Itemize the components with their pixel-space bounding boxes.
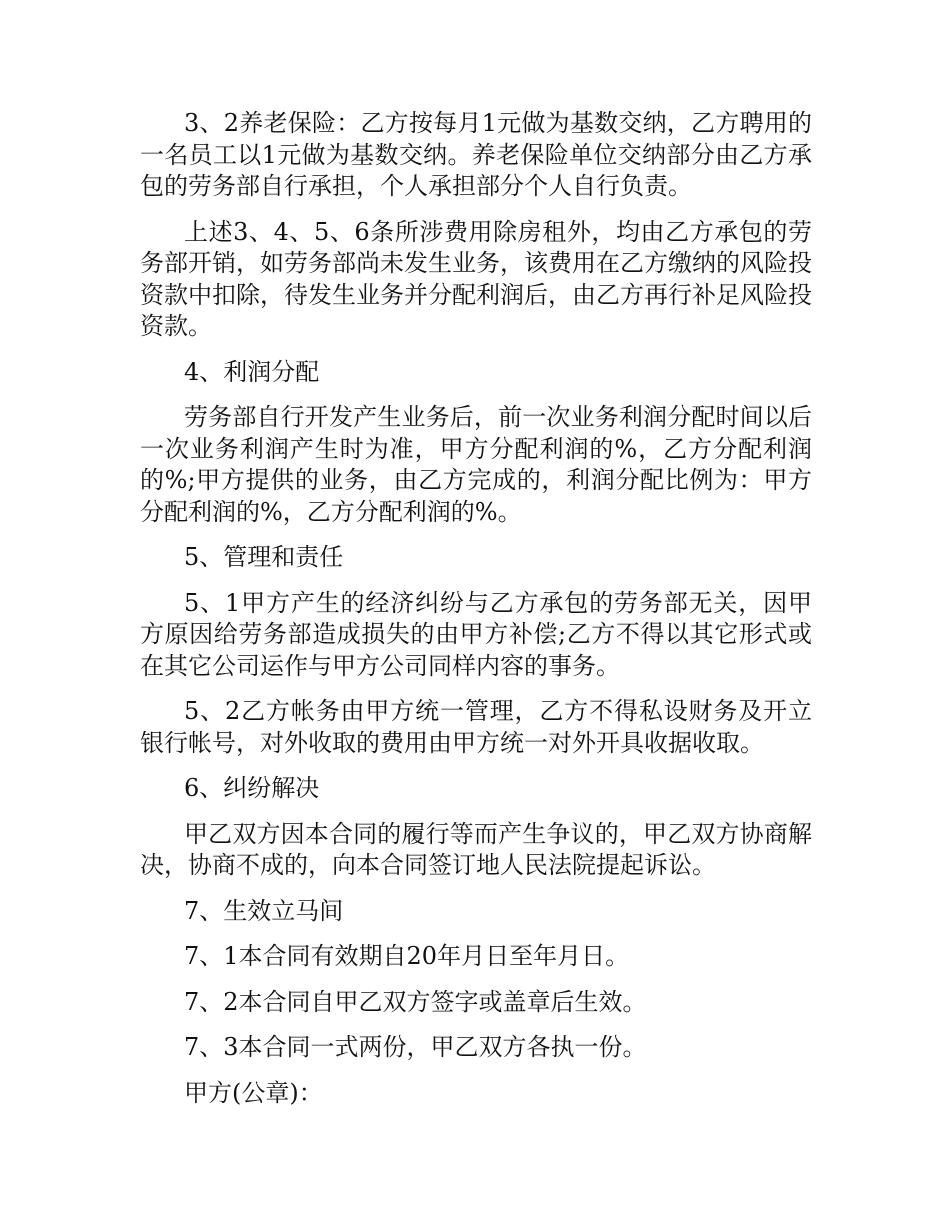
section-5-heading: 5、管理和责任 bbox=[184, 543, 344, 571]
section-7-heading: 7、生效立马间 bbox=[184, 896, 344, 925]
clause-5-1: 5、1甲方产生的经济纠纷与乙方承包的劳务部无关，因甲方原因给劳务部造成损失的由甲方补偿;乙方不得以其它形式或在其它公司运作与甲方公司同样内容的事务。 bbox=[140, 588, 812, 680]
section-6-heading: 6、纠纷解决 bbox=[184, 774, 320, 802]
clause-7-1: 7、1本合同有效期自20年月日至年月日。 bbox=[184, 942, 630, 970]
expense-note: 上述3、4、5、6条所涉费用除房租外，均由乙方承包的劳务部开销，如劳务部尚未发生业务，该费用在乙方缴纳的风险投资款中扣除，待发生业务并分配利润后，由乙方再行补足风险投资款。 bbox=[140, 217, 812, 340]
document-page bbox=[140, 108, 812, 1123]
clause-7-2: 7、2本合同自甲乙双方签字或盖章后生效。 bbox=[184, 987, 647, 1016]
clause-7-3: 7、3本合同一式两份，甲乙双方各执一份。 bbox=[184, 1033, 647, 1061]
clause-5-2: 5、2乙方帐务由甲方统一管理，乙方不得私设财务及开立银行帐号，对外收取的费用由甲方统一对外开具收据收取。 bbox=[140, 697, 812, 757]
profit-distribution-text: 劳务部自行开发产生业务后，前一次业务利润分配时间以后一次业务利润产生时为准，甲方分配利润的%，乙方分配利润的%;甲方提供的业务，由乙方完成的，利润分配比例为：甲方分配利润的%，乙方分配利润的%。 bbox=[140, 403, 812, 526]
party-a-seal-line: 甲方(公章)： bbox=[184, 1078, 323, 1107]
section-4-heading: 4、利润分配 bbox=[184, 357, 320, 386]
dispute-resolution-text: 甲乙双方因本合同的履行等而产生争议的，甲乙双方协商解决，协商不成的，向本合同签订地人民法院提起诉讼。 bbox=[140, 819, 812, 879]
clause-3-2-pension: 3、2养老保险：乙方按每月1元做为基数交纳，乙方聘用的一名员工以1元做为基数交纳。养老保险单位交纳部分由乙方承包的劳务部自行承担，个人承担部分个人自行负责。 bbox=[140, 109, 812, 200]
